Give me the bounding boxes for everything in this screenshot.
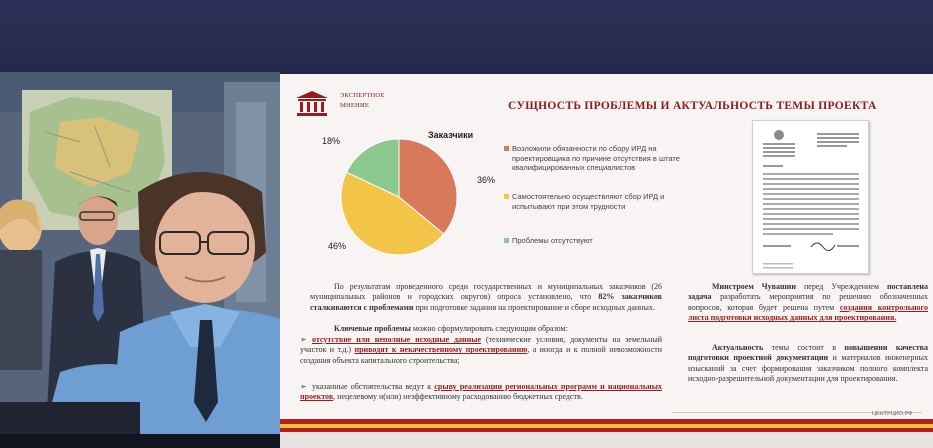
legend-label: Возложили обязанности по сбору ИРД на проектировщика по причине отсутствия в штате квалифицированных специалистов xyxy=(512,144,680,173)
task-text-b: перед Учреждением xyxy=(795,282,887,291)
right-paragraph-relevance xyxy=(688,343,928,385)
key-problems-text: можно сформулировать следующим образом: xyxy=(410,324,568,333)
legend-label: Самостоятельно осуществляют сбор ИРД и испытывают при этом трудности xyxy=(512,192,665,211)
task-text-red: создания контрольного листа подготовки исходных данных для проектирования. xyxy=(688,302,928,323)
relevance-label: Актуальность xyxy=(712,343,764,352)
logo-text-line2: МНЕНИЕ xyxy=(340,102,370,109)
legend-item-self xyxy=(512,192,692,211)
relevance-text-b: темы состоит в xyxy=(763,343,845,352)
bullet1-text-b: (технические условия, документы на земельный участок и т.д.) xyxy=(300,335,663,355)
left-paragraph-survey xyxy=(310,282,662,313)
bullet2-text-a: указанные обстоятельства ведут к xyxy=(312,382,435,391)
key-problems-label: Ключевые проблемы xyxy=(334,324,411,333)
letter-content-graphic xyxy=(753,121,868,273)
scanned-letter-image xyxy=(752,120,869,274)
slice-label-46: 46% xyxy=(328,241,347,251)
chart-title: Заказчики xyxy=(428,130,474,140)
legend-swatch xyxy=(504,238,509,243)
presentation-slide xyxy=(280,74,933,448)
task-text-c: поставлена задача xyxy=(688,282,928,302)
footer-url: ЦЕНТРЦИО.РФ xyxy=(872,411,913,417)
bullet1-text-d: , а иногда и к полной невозможности создания объекта капитального строительства; xyxy=(300,345,662,365)
legend-swatch xyxy=(504,146,509,151)
slide-title: СУЩНОСТЬ ПРОБЛЕМЫ И АКТУАЛЬНОСТЬ ТЕМЫ ПРОЕКТА xyxy=(508,100,877,112)
left-bullet-2 xyxy=(300,382,662,403)
arrow-bullet-icon: ➢ xyxy=(300,382,307,391)
logo-text-line1: ЭКСПЕРТНОЕ xyxy=(340,92,385,99)
webcam-video-image xyxy=(0,72,280,448)
footer-area xyxy=(280,432,933,448)
legend-item-none xyxy=(512,236,692,246)
top-background-band xyxy=(0,0,933,72)
legend-label: Проблемы отсутствуют xyxy=(512,236,593,245)
right-paragraph-task xyxy=(688,282,928,324)
pie-chart xyxy=(338,136,460,258)
building-logo-icon xyxy=(292,88,332,118)
ministry-name: Минстроем Чувашии xyxy=(712,282,796,291)
slice-label-36: 36% xyxy=(477,175,496,185)
relevance-text-d: и материалов инженерных изысканий за счет формирования заказчиком полного комплекта исходно-разрешительной документации для проектирования. xyxy=(688,353,929,384)
webcam-video-panel xyxy=(0,72,280,448)
left-paragraph-key-problems xyxy=(310,324,662,334)
slice-label-18: 18% xyxy=(322,136,341,146)
legend-item-delegated xyxy=(512,144,692,173)
bullet1-red-a: отсутствие или неполные исходные данные xyxy=(312,335,482,344)
bullet1-red-c: приводят к некачественному проектированию xyxy=(354,345,528,355)
left-bullet-1 xyxy=(300,335,662,366)
survey-text-highlight: 82% заказчиков сталкиваются с проблемами xyxy=(310,292,662,312)
legend-swatch xyxy=(504,194,509,199)
task-text-d: разработать мероприятия по решению обозначенных вопросов, которая будет решена путем xyxy=(688,292,928,312)
arrow-bullet-icon: ➢ xyxy=(300,335,307,344)
bullet2-text-c: , нецелевому и(или) неэффективному расходованию бюджетных средств. xyxy=(333,392,583,402)
bullet2-red-b: срыву реализации региональных программ и национальных проектов xyxy=(300,382,663,402)
survey-text-a: По результатам проведенного среди государственных и муниципальных заказчиков (26 муниципальных районов и городских округов) опроса установлено, что xyxy=(310,282,662,302)
relevance-text-c: повышении качества подготовки проектной документации xyxy=(688,343,928,363)
survey-text-c: при подготовке задания на проектирование и сборе исходных данных. xyxy=(413,302,655,312)
